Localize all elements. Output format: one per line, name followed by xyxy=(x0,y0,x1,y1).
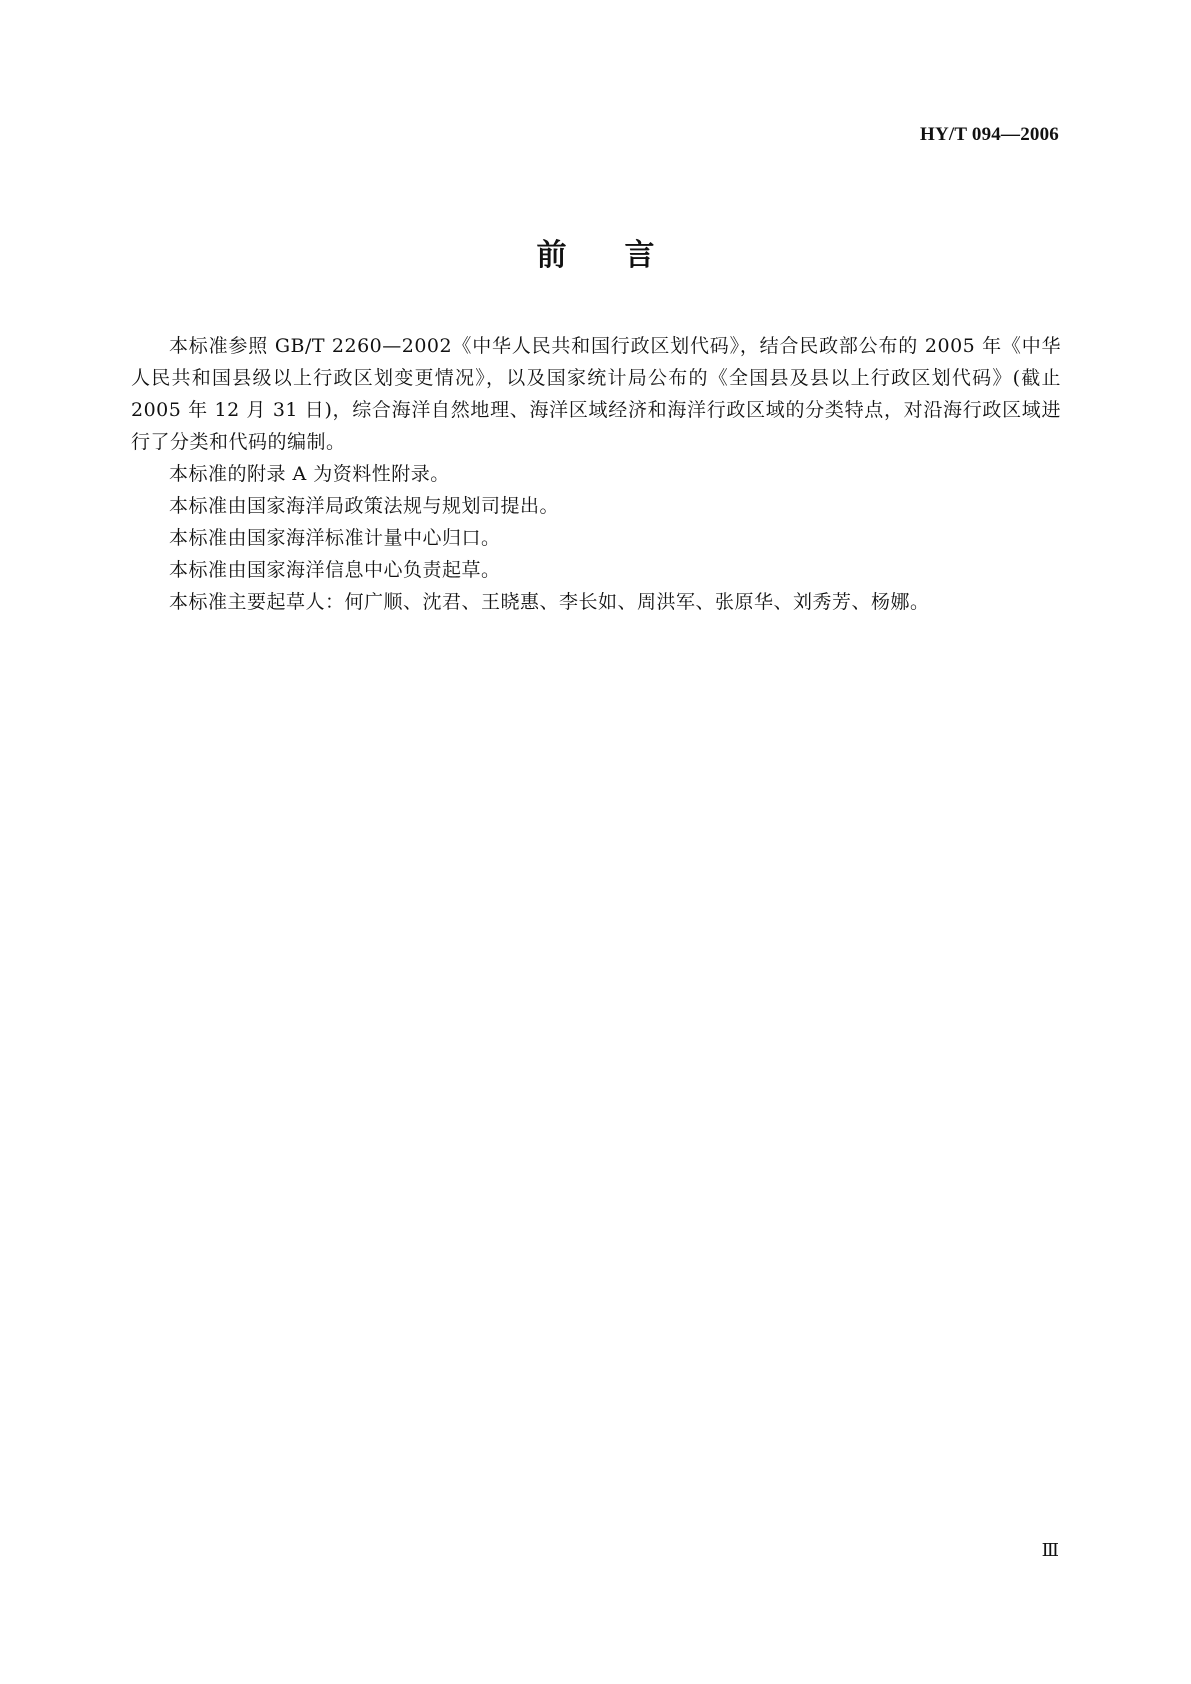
standard-code: HY/T 094—2006 xyxy=(920,124,1059,145)
paragraph-centralizer: 本标准由国家海洋标准计量中心归口。 xyxy=(169,527,501,549)
paragraph-drafting-unit: 本标准由国家海洋信息中心负责起草。 xyxy=(169,559,501,581)
foreword-body xyxy=(131,330,1061,618)
page-number: Ⅲ xyxy=(1041,1540,1059,1560)
paragraph-proposer: 本标准由国家海洋局政策法规与规划司提出。 xyxy=(169,495,560,517)
page-title: 前言 xyxy=(536,238,713,273)
paragraph-drafters: 本标准主要起草人：何广顺、沈君、王晓惠、李长如、周洪军、张原华、刘秀芳、杨娜。 xyxy=(169,591,930,613)
paragraph-reference: 本标准参照 GB/T 2260—2002《中华人民共和国行政区划代码》，结合民政部公布的 2005 年《中华人民共和国县级以上行政区划变更情况》，以及国家统计局公布的《全国县及县以上行政区划代码》(截止 2005 年 12 月 31 日)，综合海洋自然地理、海洋区域经济和海洋行政区域的分类特点，对沿海行政区域进行了分类和代码的编制。 xyxy=(131,335,1061,453)
paragraph-appendix: 本标准的附录 A 为资料性附录。 xyxy=(169,463,450,485)
